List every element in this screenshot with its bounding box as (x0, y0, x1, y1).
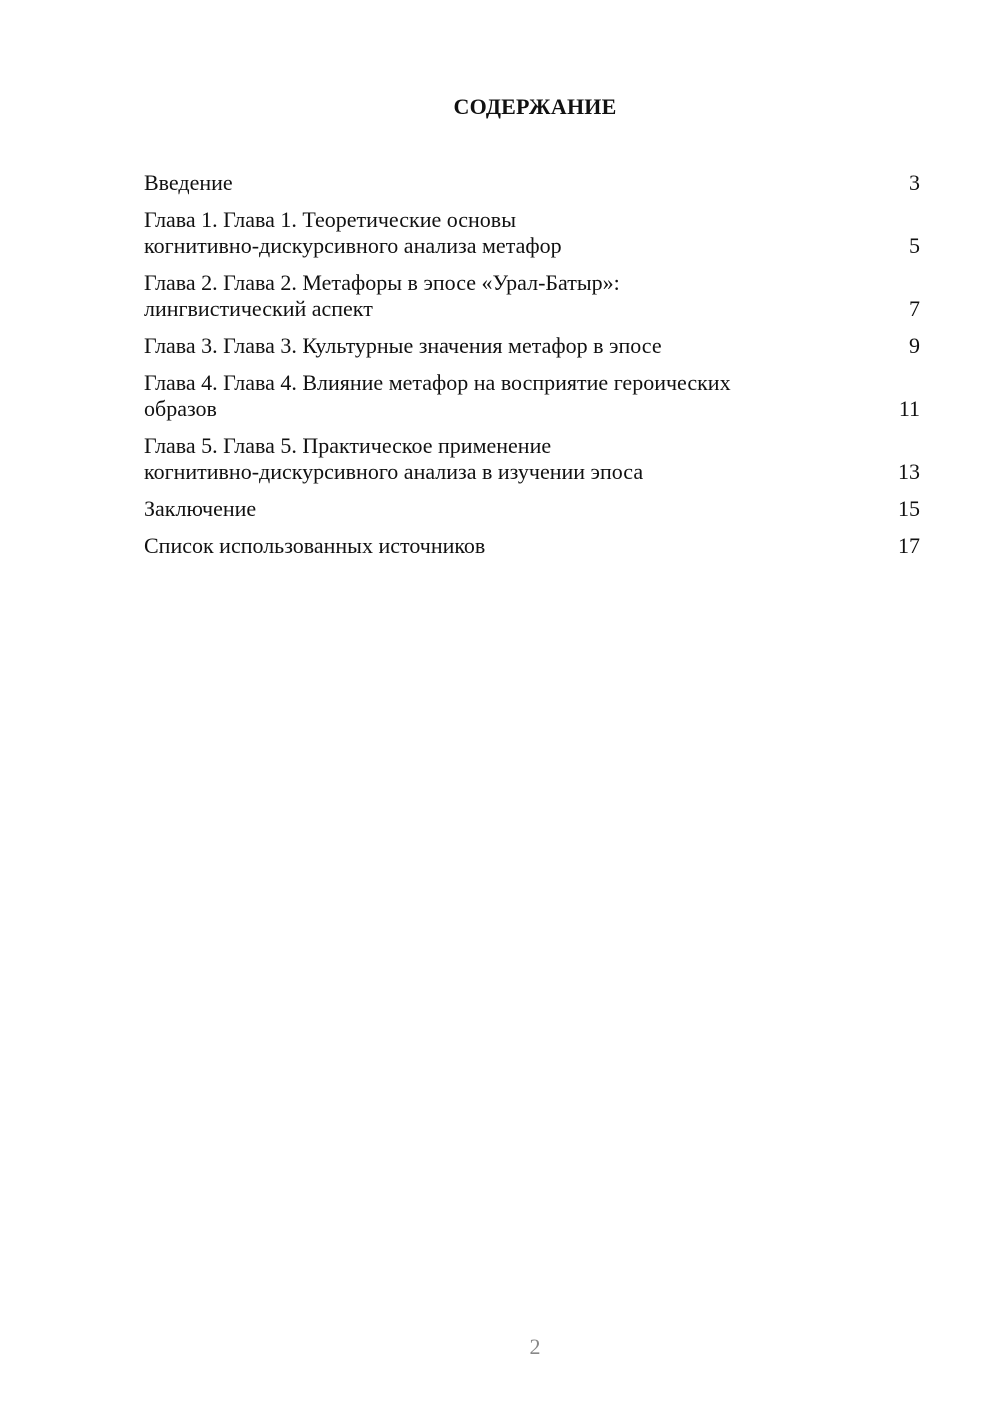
toc-entry-chapter-2 (144, 270, 920, 322)
toc-entry-text (144, 370, 844, 422)
page-title: СОДЕРЖАНИЕ (453, 94, 617, 119)
toc-entry-line: когнитивно-дискурсивного анализа метафор (144, 233, 562, 258)
toc-entry-text (144, 207, 844, 259)
toc-entry-conclusion (144, 496, 920, 522)
toc-entry-line: Глава 3. Глава 3. Культурные значения метафор в эпосе (144, 333, 662, 358)
toc-entry-references (144, 533, 920, 559)
toc-entry-text (144, 170, 844, 196)
toc-page-number: 13 (898, 459, 920, 484)
toc-entry-line: Глава 4. Глава 4. Влияние метафор на восприятие героических (144, 370, 731, 395)
toc-page-number: 7 (909, 296, 920, 321)
table-of-contents (144, 170, 920, 570)
toc-entry-text (144, 333, 844, 359)
toc-entry-line: Глава 1. Глава 1. Теоретические основы (144, 207, 516, 232)
toc-entry-text (144, 433, 844, 485)
toc-entry-line: образов (144, 396, 217, 421)
toc-entry-chapter-1 (144, 207, 920, 259)
toc-page-number: 15 (898, 496, 920, 521)
toc-page-number: 9 (909, 333, 920, 358)
toc-entry-introduction (144, 170, 920, 196)
toc-entry-line: Список использованных источников (144, 533, 486, 558)
toc-entry-line: Заключение (144, 496, 257, 521)
page-number: 2 (529, 1334, 541, 1359)
toc-entry-text (144, 270, 844, 322)
toc-page-number: 3 (909, 170, 920, 195)
toc-entry-text (144, 496, 844, 522)
toc-entry-chapter-5 (144, 433, 920, 485)
toc-entry-text (144, 533, 844, 559)
toc-entry-line: когнитивно-дискурсивного анализа в изучении эпоса (144, 459, 644, 484)
toc-entry-chapter-4 (144, 370, 920, 422)
toc-entry-line: Введение (144, 170, 233, 195)
toc-entry-chapter-3 (144, 333, 920, 359)
toc-entry-line: Глава 2. Глава 2. Метафоры в эпосе «Урал-Батыр»: (144, 270, 620, 295)
toc-page-number: 5 (909, 233, 920, 258)
toc-entry-line: Глава 5. Глава 5. Практическое применение (144, 433, 552, 458)
toc-page-number: 17 (898, 533, 920, 558)
toc-page-number: 11 (898, 396, 920, 421)
toc-entry-line: лингвистический аспект (144, 296, 373, 321)
